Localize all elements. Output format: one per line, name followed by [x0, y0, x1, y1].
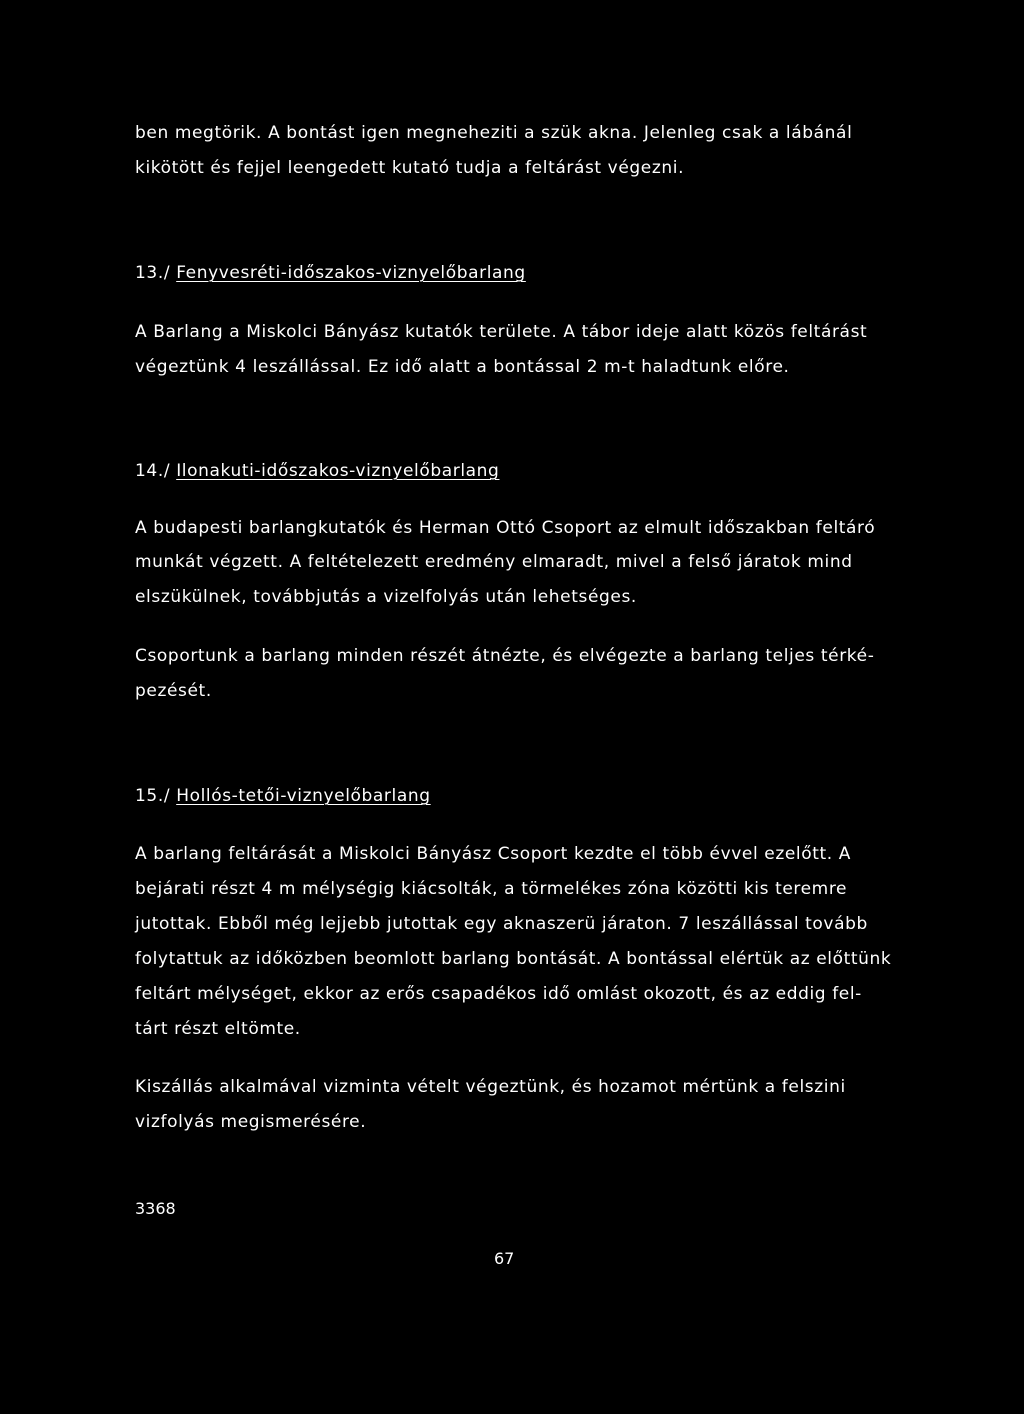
section-13-title: Fenyvesréti-időszakos-viznyelőbarlang [176, 263, 526, 283]
section-15-line: vizfolyás megismerésére. [135, 1112, 367, 1132]
section-14-line: pezését. [135, 681, 212, 701]
section-15-line: folytattuk az időközben beomlott barlang bontását. A bontással elértük az előttünk [135, 949, 892, 969]
page-number: 67 [494, 1249, 515, 1268]
section-14-number: 14./ [135, 461, 171, 481]
section-14-title: Ilonakuti-időszakos-viznyelőbarlang [176, 461, 500, 481]
section-14-line: munkát végzett. A feltételezett eredmény elmaradt, mivel a felső járatok mind [135, 552, 853, 572]
section-15-line: bejárati részt 4 m mélységig kiácsolták, a törmelékes zóna közötti kis teremre [135, 879, 848, 899]
section-15-heading [135, 785, 431, 807]
section-15-line: tárt részt eltömte. [135, 1019, 301, 1039]
section-15-line: Kiszállás alkalmával vizminta vételt végeztünk, és hozamot mértünk a felszini [135, 1077, 846, 1097]
section-14-line: Csoportunk a barlang minden részét átnézte, és elvégezte a barlang teljes térké- [135, 646, 875, 666]
section-15-number: 15./ [135, 786, 171, 806]
section-13-line: A Barlang a Miskolci Bányász kutatók területe. A tábor ideje alatt közös feltárást [135, 322, 868, 342]
section-15-title: Hollós-tetői-viznyelőbarlang [176, 786, 431, 806]
section-15-line: A barlang feltárását a Miskolci Bányász Csoport kezdte el több évvel ezelőtt. A [135, 844, 852, 864]
section-15-line: feltárt mélységet, ekkor az erős csapadékos idő omlást okozott, és az eddig fel- [135, 984, 862, 1004]
section-13-number: 13./ [135, 263, 171, 283]
section-13-line: végeztünk 4 leszállással. Ez idő alatt a bontással 2 m-t haladtunk előre. [135, 357, 790, 377]
section-14-line: A budapesti barlangkutatók és Herman Ottó Csoport az elmult időszakban feltáró [135, 518, 876, 538]
section-14-heading [135, 460, 499, 482]
footer-code: 3368 [135, 1199, 176, 1218]
intro-line: kikötött és fejjel leengedett kutató tudja a feltárást végezni. [135, 158, 685, 178]
section-13-heading [135, 262, 526, 284]
section-15-line: jutottak. Ebből még lejjebb jutottak egy aknaszerü járaton. 7 leszállással tovább [135, 914, 868, 934]
intro-line: ben megtörik. A bontást igen megneheziti a szük akna. Jelenleg csak a lábánál [135, 123, 853, 143]
section-14-line: elszükülnek, továbbjutás a vizelfolyás után lehetséges. [135, 587, 637, 607]
